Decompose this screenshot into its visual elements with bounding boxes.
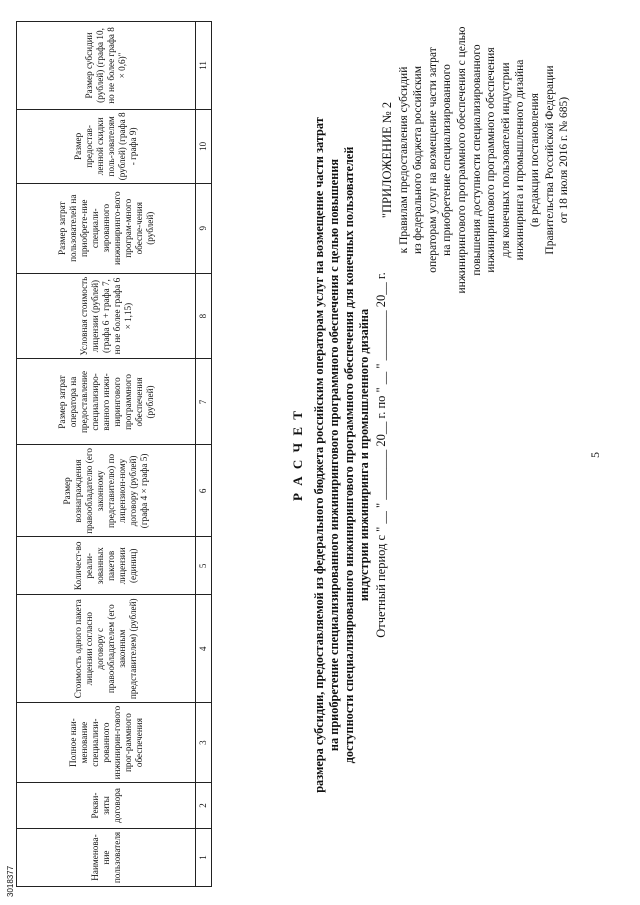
header-cell: Размер предостав-ленной скидки поль-зователям (рублей) (графа 8 - графа 9): [17, 109, 196, 183]
header-cell: Количест-во реали-зованных пакетов лицензии (единиц): [17, 537, 196, 595]
appendix-line: (в редакции постановления: [528, 93, 541, 227]
column-number: 10: [196, 109, 212, 183]
appendix-line: инжиниринга и промышленного дизайна: [514, 59, 527, 261]
header-cell: Наименова-ние пользователя: [17, 829, 196, 887]
appendix-line: для конечных пользователей индустрии: [499, 62, 512, 258]
appendix-line: из федерального бюджета российским: [412, 66, 425, 255]
reporting-period: Отчетный период с " __ " ________ 20__ г. по " __ " ________ 20__ г.: [374, 272, 388, 638]
appendix-block: [380, 15, 572, 305]
column-number: 9: [196, 183, 212, 273]
appendix-line: от 18 июля 2016 г. № 685): [558, 96, 571, 224]
header-cell: Рекви-зиты договора: [17, 783, 196, 829]
appendix-line: инжинирингового программного обеспечения с целью: [455, 26, 468, 294]
title-heading: Р А С Ч Е Т: [290, 409, 305, 501]
header-cell: Размер вознаграждения правообладателю (его законному представителю) по лицензион-ному договору (рублей) (графа 4 × графа 5): [17, 445, 196, 537]
title-line: размера субсидии, предоставляемой из федерального бюджета российским операторам услуг на возмещение части затрат: [312, 117, 326, 793]
calculation-title: [290, 25, 389, 885]
title-line: на приобретение специализированного инжинирингового программного обеспечения с целью повышения: [327, 158, 341, 752]
calculation-table: [16, 21, 212, 887]
appendix-line: повышения доступности специализированного: [470, 44, 483, 276]
column-number: 7: [196, 359, 212, 445]
header-cell: Размер субсидии (рублей) (графа 10, но не более графа 8 × 0,6)": [17, 22, 196, 110]
column-number: 5: [196, 537, 212, 595]
column-number: 1: [196, 829, 212, 887]
title-line: доступности специализированного инжинирингового программного обеспечения для конечных пользователей: [342, 146, 356, 764]
header-cell: Стоимость одного пакета лицензии согласно договору с правообладателем (его законным представителем) (рублей): [17, 595, 196, 703]
header-cell: Размер затрат пользователей на приобрете-ние специали-зированного инжиниринго-вого програм-много обеспе-чения (рублей): [17, 183, 196, 273]
page-number: 5: [588, 452, 602, 458]
header-cell: Полное наи-менование специализи-рованного инжинирин-гового прог-раммного обеспечения: [17, 703, 196, 783]
table-header-row: [17, 22, 196, 887]
title-line: индустрии инжиниринга и промышленного дизайна: [357, 308, 371, 602]
header-cell: Условная стоимость лицензии (рублей) (графа 6 + графа 7, но не более графа 6 × 1,15): [17, 273, 196, 359]
column-number: 4: [196, 595, 212, 703]
column-number-row: [196, 22, 212, 887]
column-number: 11: [196, 22, 212, 110]
appendix-heading: "ПРИЛОЖЕНИЕ № 2: [380, 101, 394, 219]
appendix-line: к Правилам предоставления субсидий: [397, 66, 410, 254]
appendix-line: на приобретение специализированного: [441, 64, 454, 256]
document-id: 3018377: [6, 865, 15, 897]
column-number: 2: [196, 783, 212, 829]
appendix-line: инжинирингового программного обеспечения: [485, 47, 498, 273]
header-cell: Размер затрат оператора на предоставление специализиро-ванного инжи-нирингового программного обеспечения (рублей): [17, 359, 196, 445]
appendix-line: операторам услуг на возмещение части затрат: [426, 47, 439, 273]
column-number: 8: [196, 273, 212, 359]
appendix-line: Правительства Российской Федерации: [543, 65, 556, 255]
column-number: 3: [196, 703, 212, 783]
column-number: 6: [196, 445, 212, 537]
